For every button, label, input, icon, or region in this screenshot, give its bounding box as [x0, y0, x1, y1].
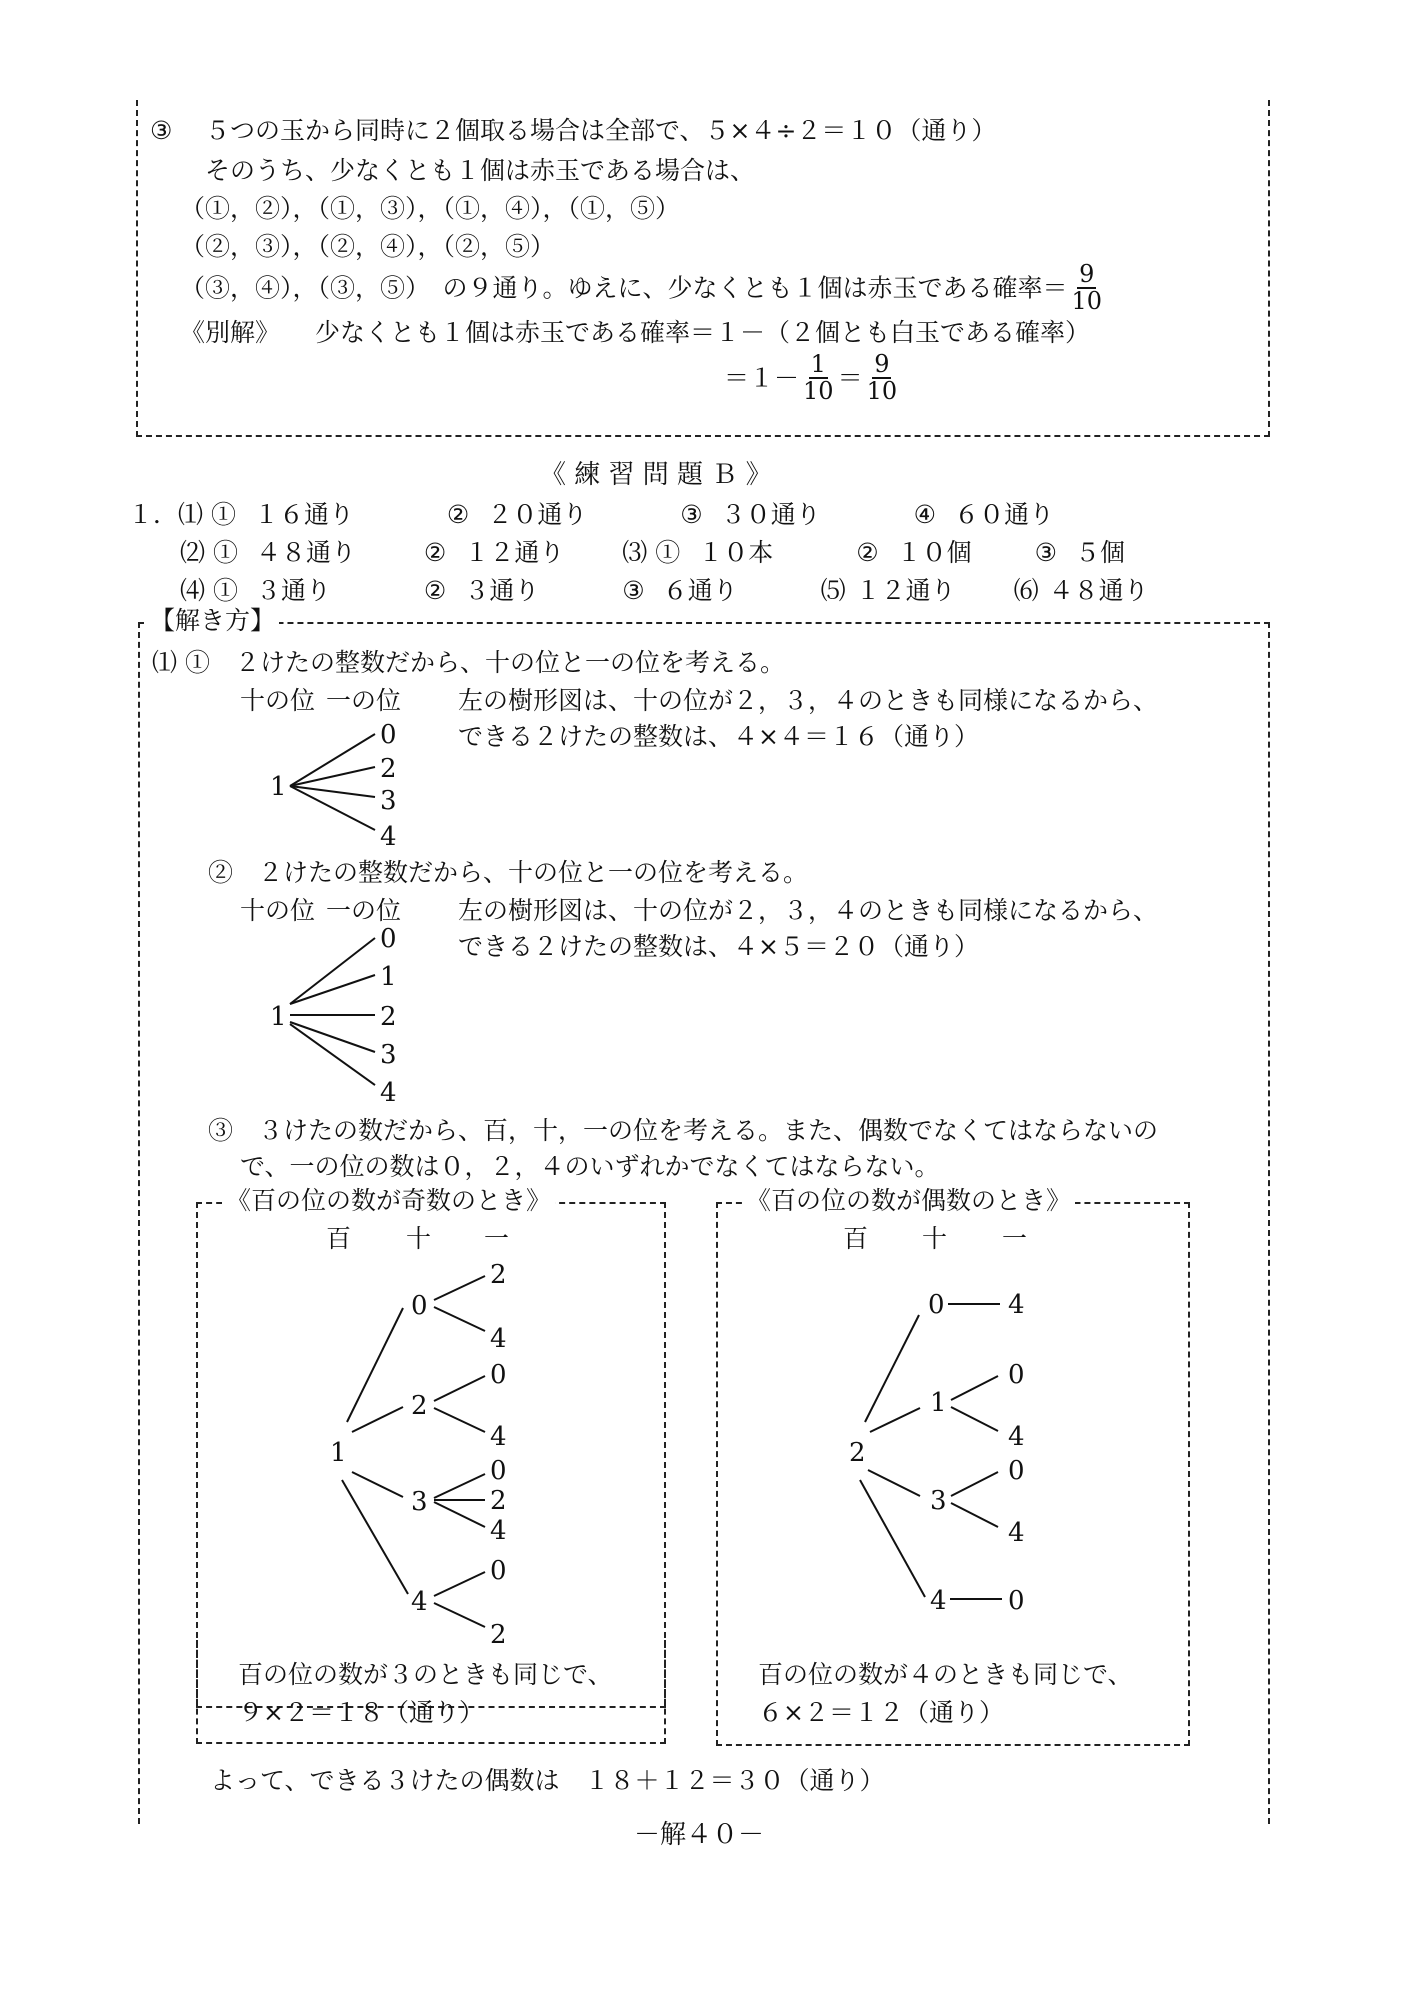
- even-note-1: 百の位の数が４のときも同じで、: [758, 1660, 1133, 1689]
- odd-ones: 0: [490, 1456, 507, 1486]
- q2-leaf: 1: [380, 962, 397, 992]
- answer-label: ③: [680, 500, 703, 529]
- answer-value: １２通り: [464, 538, 565, 567]
- odd-case-box-bottom: [196, 1640, 666, 1744]
- even-ones: 0: [1008, 1360, 1025, 1390]
- odd-tens: 3: [411, 1487, 428, 1517]
- answer-value: ６通り: [662, 576, 738, 605]
- even-ones: 0: [1008, 1586, 1025, 1616]
- alt-label: 《別解》: [180, 318, 281, 347]
- even-ones: 0: [1008, 1456, 1025, 1486]
- q2-leaf: 0: [380, 924, 397, 954]
- answer-label: ②: [446, 500, 470, 529]
- answer-label: ⑸: [820, 576, 846, 605]
- even-case-title: 《百の位の数が偶数のとき》: [742, 1188, 1075, 1213]
- even-note-2: ６×２＝１２（通り）: [758, 1698, 1004, 1727]
- even-ones: 4: [1008, 1290, 1025, 1320]
- section-title: 《 練 習 問 題 Ｂ 》: [540, 460, 772, 490]
- answer-label: ⑷ ①: [180, 576, 238, 605]
- answer-value: ３通り: [255, 576, 331, 605]
- even-header-tens: 十: [922, 1224, 948, 1253]
- probability-fraction: $\frac{9}{10}$: [1071, 260, 1103, 316]
- prev-line-5-text: （③，④），（③，⑤） の９通り。ゆえに、少なくとも１個は赤玉である確率＝: [180, 273, 1068, 303]
- answer-label: ⑶ ①: [622, 538, 681, 567]
- odd-ones: 0: [490, 1556, 507, 1586]
- odd-note-2: ９×２＝１８（通り）: [238, 1698, 484, 1727]
- alt-fraction-2: $\frac{9}{10}$: [866, 350, 898, 406]
- odd-case-title: 《百の位の数が奇数のとき》: [222, 1188, 555, 1213]
- answer-label: ②: [856, 538, 879, 567]
- method-header: 【解き方】: [146, 608, 279, 633]
- answer-label: １．⑴ ①: [128, 500, 236, 529]
- answer-value: １０本: [698, 538, 774, 567]
- q2-explain-1: 左の樹形図は、十の位が２，３，４のときも同様になるから、: [458, 896, 1159, 925]
- q1-leaf: 4: [380, 822, 397, 852]
- q2-root: 1: [270, 1002, 287, 1032]
- answer-value: ３０通り: [720, 500, 821, 529]
- answer-label: ③: [1034, 538, 1057, 567]
- odd-ones: 0: [490, 1360, 507, 1390]
- odd-ones: 2: [490, 1486, 507, 1516]
- q1-root: 1: [270, 772, 287, 802]
- answer-label: ②: [423, 538, 447, 567]
- q1-leaf: 2: [380, 754, 397, 784]
- odd-case-box: [196, 1202, 666, 1708]
- q2-col-ones: 一の位: [326, 896, 402, 925]
- even-root: 2: [849, 1438, 866, 1468]
- even-tens: 3: [930, 1486, 947, 1516]
- odd-header-hundreds: 百: [326, 1224, 352, 1253]
- prev-line-2: そのうち、少なくとも１個は赤玉である場合は、: [205, 156, 756, 185]
- answer-row-2: [180, 540, 1125, 565]
- odd-tens: 0: [411, 1291, 428, 1321]
- odd-ones: 4: [490, 1422, 507, 1452]
- q2-leaf: 2: [380, 1002, 397, 1032]
- even-tens: 0: [928, 1290, 945, 1320]
- even-header-ones: 一: [1002, 1224, 1028, 1253]
- answer-value: １６通り: [253, 500, 354, 529]
- answer-label: ②: [423, 576, 447, 605]
- even-tens: 1: [930, 1388, 947, 1418]
- odd-ones: 4: [490, 1516, 507, 1546]
- q1-leaf: 3: [380, 786, 397, 816]
- answer-value: ４８通り: [255, 538, 356, 567]
- q1-col-ones: 一の位: [326, 686, 402, 715]
- prev-line-3: （①，②），（①，③），（①，④），（①，⑤）: [180, 194, 681, 223]
- q2-intro: ② ２けたの整数だから、十の位と一の位を考える。: [208, 858, 809, 887]
- q1-col-tens: 十の位: [240, 686, 316, 715]
- prev-line-4: （②，③），（②，④），（②，⑤）: [180, 232, 556, 261]
- odd-tens: 4: [411, 1587, 428, 1617]
- odd-header-ones: 一: [484, 1224, 510, 1253]
- alt-line-2: ＝１－ $\frac{1}{10}$ ＝ $\frac{9}{10}$: [724, 350, 898, 406]
- answer-label: ③: [622, 576, 645, 605]
- q2-col-tens: 十の位: [240, 896, 316, 925]
- odd-root: 1: [330, 1438, 347, 1468]
- answer-value: ４８通り: [1048, 576, 1149, 605]
- odd-ones: 4: [490, 1324, 507, 1354]
- q1-explain-1: 左の樹形図は、十の位が２，３，４のときも同様になるから、: [458, 686, 1159, 715]
- q2-leaf: 4: [380, 1078, 397, 1108]
- answer-label: ④: [913, 500, 937, 529]
- answer-row-3: [180, 578, 1149, 603]
- q2-leaf: 3: [380, 1040, 397, 1070]
- answer-value: １０個: [896, 538, 972, 567]
- q1-leaf: 0: [380, 720, 397, 750]
- q3-intro-2: で、一の位の数は０，２，４のいずれかでなくてはならない。: [240, 1152, 940, 1181]
- prev-line-5: [180, 262, 1106, 314]
- alt-line-1: 少なくとも１個は赤玉である確率＝１－（２個とも白玉である確率）: [315, 318, 1091, 347]
- prev-mark: ③: [150, 116, 173, 145]
- q1-intro: ⑴ ① ２けたの整数だから、十の位と一の位を考える。: [152, 648, 785, 677]
- answer-value: ６０通り: [954, 500, 1055, 529]
- odd-tens: 2: [411, 1391, 428, 1421]
- even-tree-lines: [0, 0, 1, 1]
- answer-value: ３通り: [464, 576, 540, 605]
- q2-explain-2: できる２けたの整数は、４×５＝２０（通り）: [458, 932, 979, 961]
- answer-row-1: [128, 502, 1054, 527]
- q3-conclusion: よって、できる３けたの偶数は １８＋１２＝３０（通り）: [210, 1766, 885, 1795]
- answer-value: １２通り: [855, 576, 956, 605]
- answer-value: ２０通り: [487, 500, 588, 529]
- answer-value: ５個: [1074, 538, 1125, 567]
- odd-header-tens: 十: [406, 1224, 432, 1253]
- even-ones: 4: [1008, 1518, 1025, 1548]
- even-header-hundreds: 百: [843, 1224, 869, 1253]
- answer-label: ⑵ ①: [180, 538, 238, 567]
- q1-explain-2: できる２けたの整数は、４×４＝１６（通り）: [458, 722, 979, 751]
- q3-intro-1: ③ ３けたの数だから、百，十，一の位を考える。また、偶数でなくてはならないの: [208, 1116, 1159, 1145]
- alt-fraction-1: $\frac{1}{10}$: [803, 350, 834, 406]
- odd-note-1: 百の位の数が３のときも同じで、: [238, 1660, 613, 1689]
- page-number: －解４０－: [634, 1820, 765, 1850]
- odd-ones: 2: [490, 1260, 507, 1290]
- prev-line-1: ５つの玉から同時に２個取る場合は全部で、５×４÷２＝１０（通り）: [205, 116, 997, 145]
- odd-ones: 2: [490, 1620, 507, 1650]
- even-ones: 4: [1008, 1422, 1025, 1452]
- even-tens: 4: [930, 1586, 947, 1616]
- answer-label: ⑹: [1013, 576, 1039, 605]
